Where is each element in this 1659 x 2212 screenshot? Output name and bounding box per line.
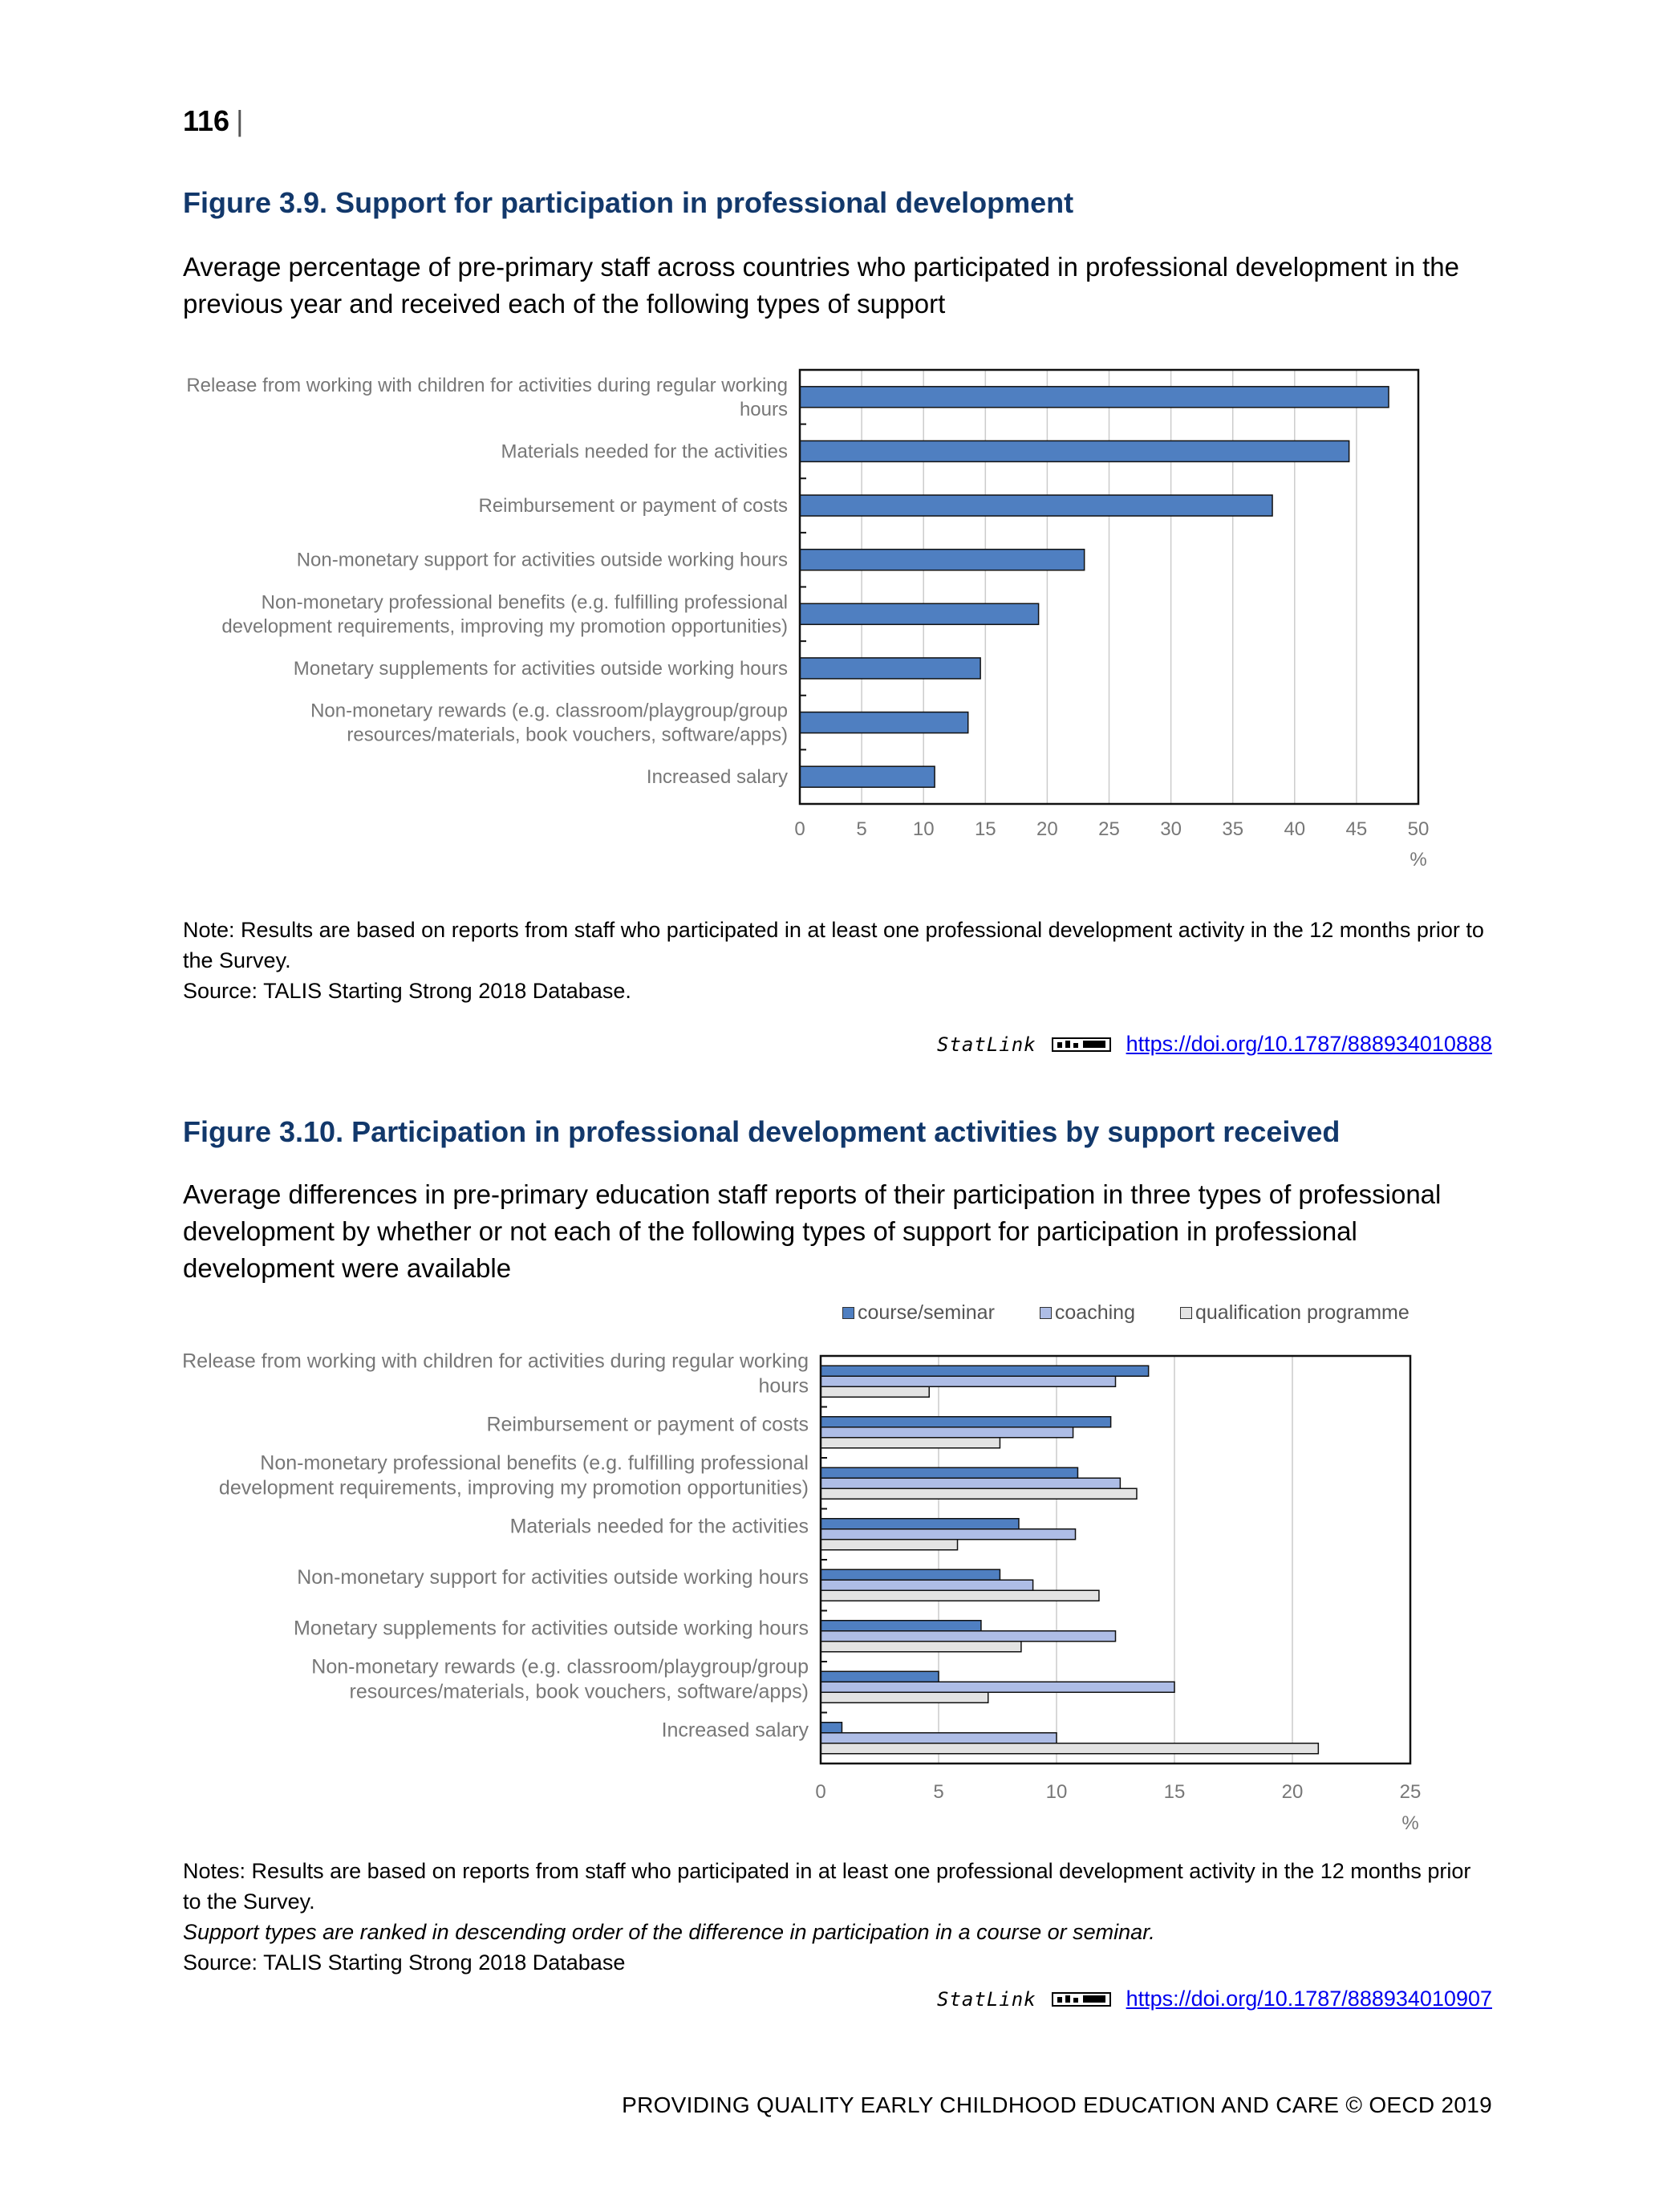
bar-course-seminar: [821, 1621, 981, 1631]
x-axis-unit: %: [1401, 1812, 1419, 1834]
figure-3-9-statlink: [937, 1032, 1492, 1057]
legend-item-qualification: [1180, 1301, 1410, 1325]
bar: [800, 658, 980, 679]
x-tick-label: 20: [1036, 818, 1058, 840]
x-axis-unit: %: [1410, 849, 1427, 871]
bar-coaching: [821, 1580, 1033, 1590]
bar-qualification-programme: [821, 1743, 1318, 1754]
category-label-line: development requirements, improving my promotion opportunities): [221, 615, 788, 638]
category-label-line: Materials needed for the activities: [509, 1515, 809, 1538]
category-label: [186, 375, 788, 420]
legend-swatch-course: [842, 1307, 854, 1319]
category-label: [297, 1566, 809, 1589]
category-label: [221, 591, 788, 637]
x-tick-label: 10: [1045, 1781, 1068, 1803]
legend-item-course: [842, 1301, 995, 1325]
bar-course-seminar: [821, 1366, 1149, 1376]
page-footer: PROVIDING QUALITY EARLY CHILDHOOD EDUCATION AND CARE © OECD 2019: [622, 2092, 1492, 2117]
bar-course-seminar: [821, 1723, 842, 1733]
category-label-line: Reimbursement or payment of costs: [478, 495, 788, 517]
bar-coaching: [821, 1478, 1120, 1488]
bar: [800, 712, 968, 733]
page-number-value: 116: [183, 104, 230, 137]
x-tick-label: 35: [1222, 818, 1244, 840]
x-tick-label: 20: [1281, 1781, 1304, 1803]
category-label-line: Monetary supplements for activities outside working hours: [293, 657, 788, 680]
x-tick-label: 25: [1098, 818, 1120, 840]
bar-qualification-programme: [821, 1642, 1021, 1652]
bar-qualification-programme: [821, 1386, 929, 1397]
bar-coaching: [821, 1376, 1116, 1386]
legend-label-course: course/seminar: [858, 1301, 995, 1324]
bar-coaching: [821, 1682, 1174, 1692]
bar-qualification-programme: [821, 1590, 1099, 1601]
x-tick-label: 40: [1284, 818, 1306, 840]
x-tick-label: 10: [912, 818, 935, 840]
legend-swatch-coaching: [1040, 1307, 1052, 1319]
x-tick-label: 5: [856, 818, 867, 840]
category-label: [510, 1515, 809, 1537]
bar: [800, 440, 1349, 461]
x-tick-label: 0: [815, 1781, 826, 1803]
figure-3-10-notes: [183, 1856, 1492, 1978]
category-label-line: resources/materials, book vouchers, software/apps): [349, 1680, 809, 1703]
bar-qualification-programme: [821, 1438, 1000, 1448]
legend-swatch-qualification: [1180, 1307, 1192, 1319]
category-label-line: Materials needed for the activities: [501, 440, 788, 463]
figure-3-9-subtitle: Average percentage of pre-primary staff across countries who participated in professional development in the previous year and received each of the following types of support: [183, 252, 1459, 319]
category-label-line: Non-monetary rewards (e.g. classroom/playgroup/group: [311, 1655, 809, 1678]
category-label: [219, 1451, 809, 1499]
bar-qualification-programme: [821, 1540, 958, 1550]
figure-3-9-note: Note: Results are based on reports from staff who participated in at least one professional development activity in the 12 months prior to the Survey.: [183, 918, 1484, 972]
figure-3-10-statlink-url[interactable]: https://doi.org/10.1787/888934010907: [1126, 1987, 1492, 2011]
category-label: [294, 1617, 809, 1639]
category-label: [311, 1655, 809, 1703]
bar: [800, 495, 1272, 516]
x-tick-label: 0: [794, 818, 805, 840]
category-label-line: Non-monetary professional benefits (e.g. fulfilling professional: [261, 591, 788, 614]
figure-3-10-source: Source: TALIS Starting Strong 2018 Database: [183, 1950, 626, 1975]
category-label-line: Increased salary: [661, 1719, 809, 1742]
statlink-logo-icon: [1051, 1991, 1112, 2008]
figure-3-10-subtitle: Average differences in pre-primary education staff reports of their participation in three types of professional development by whether or not each of the following types of support for participation in professional development were available: [183, 1179, 1442, 1283]
figure-3-10-chart: [0, 1348, 1659, 1845]
page-number-separator: |: [236, 104, 244, 137]
category-label-line: Non-monetary support for activities outside working hours: [297, 1565, 809, 1589]
bar-coaching: [821, 1529, 1076, 1540]
category-label: [182, 1350, 809, 1397]
category-label-line: Increased salary: [646, 766, 788, 789]
category-label-line: resources/materials, book vouchers, software/apps): [347, 724, 788, 746]
bar-course-seminar: [821, 1417, 1111, 1427]
page-number: [183, 104, 243, 138]
statlink-label: StatLink: [937, 1987, 1036, 2011]
category-label-line: Non-monetary rewards (e.g. classroom/playgroup/group: [310, 700, 788, 722]
bar: [800, 387, 1389, 408]
category-label: [486, 1413, 809, 1435]
figure-3-9-chart: [0, 361, 1659, 883]
bar: [800, 550, 1085, 570]
figure-3-9-statlink-url[interactable]: https://doi.org/10.1787/888934010888: [1126, 1032, 1492, 1056]
bar-qualification-programme: [821, 1692, 988, 1703]
category-label: [662, 1719, 809, 1741]
bar-qualification-programme: [821, 1488, 1137, 1499]
x-tick-label: 30: [1160, 818, 1182, 840]
x-tick-label: 45: [1345, 818, 1368, 840]
bar: [800, 603, 1039, 624]
bar-course-seminar: [821, 1569, 1000, 1580]
figure-3-10-note-italic: Support types are ranked in descending order of the difference in participation in a course or seminar.: [183, 1920, 1155, 1944]
x-tick-label: 5: [933, 1781, 944, 1803]
category-label: [294, 658, 788, 680]
figure-3-10-title: Figure 3.10. Participation in professional development activities by support received: [183, 1115, 1341, 1148]
bar-coaching: [821, 1631, 1116, 1642]
bar-coaching: [821, 1427, 1073, 1438]
x-tick-label: 15: [974, 818, 996, 840]
category-label: [501, 440, 788, 462]
category-label-line: hours: [758, 1374, 809, 1398]
bar-course-seminar: [821, 1467, 1077, 1478]
bar-coaching: [821, 1733, 1057, 1743]
figure-3-10-note: Notes: Results are based on reports from staff who participated in at least one professional development activity in the 12 months prior to the Survey.: [183, 1859, 1471, 1914]
bar: [800, 766, 935, 787]
figure-3-9-source: Source: TALIS Starting Strong 2018 Database.: [183, 979, 631, 1003]
category-label-line: Non-monetary professional benefits (e.g. fulfilling professional: [260, 1451, 809, 1475]
category-label-line: Release from working with children for activities during regular working: [186, 374, 788, 396]
category-label-line: Monetary supplements for activities outside working hours: [294, 1617, 809, 1640]
figure-3-9-title: Figure 3.9. Support for participation in professional development: [183, 186, 1074, 219]
category-label: [297, 550, 788, 571]
x-tick-label: 25: [1399, 1781, 1422, 1803]
x-tick-label: 50: [1407, 818, 1430, 840]
legend-label-coaching: coaching: [1054, 1301, 1135, 1324]
category-label-line: Reimbursement or payment of costs: [486, 1413, 809, 1436]
figure-3-9-notes: [183, 915, 1492, 1006]
category-label-line: development requirements, improving my promotion opportunities): [218, 1476, 809, 1500]
figure-3-10-statlink: [937, 1987, 1492, 2011]
legend-item-coaching: [1040, 1301, 1135, 1325]
x-tick-label: 15: [1163, 1781, 1186, 1803]
bar-course-seminar: [821, 1671, 939, 1682]
category-label: [310, 700, 788, 746]
bar-course-seminar: [821, 1519, 1019, 1529]
statlink-label: StatLink: [937, 1033, 1036, 1056]
category-label: [647, 766, 788, 788]
category-label-line: Release from working with children for activities during regular working: [182, 1350, 809, 1373]
legend-label-qualification: qualification programme: [1195, 1301, 1410, 1324]
category-label-line: hours: [739, 398, 788, 420]
figure-3-10-legend: [842, 1301, 1410, 1325]
category-label-line: Non-monetary support for activities outside working hours: [296, 549, 788, 571]
category-label: [479, 495, 789, 517]
statlink-logo-icon: [1051, 1036, 1112, 1053]
